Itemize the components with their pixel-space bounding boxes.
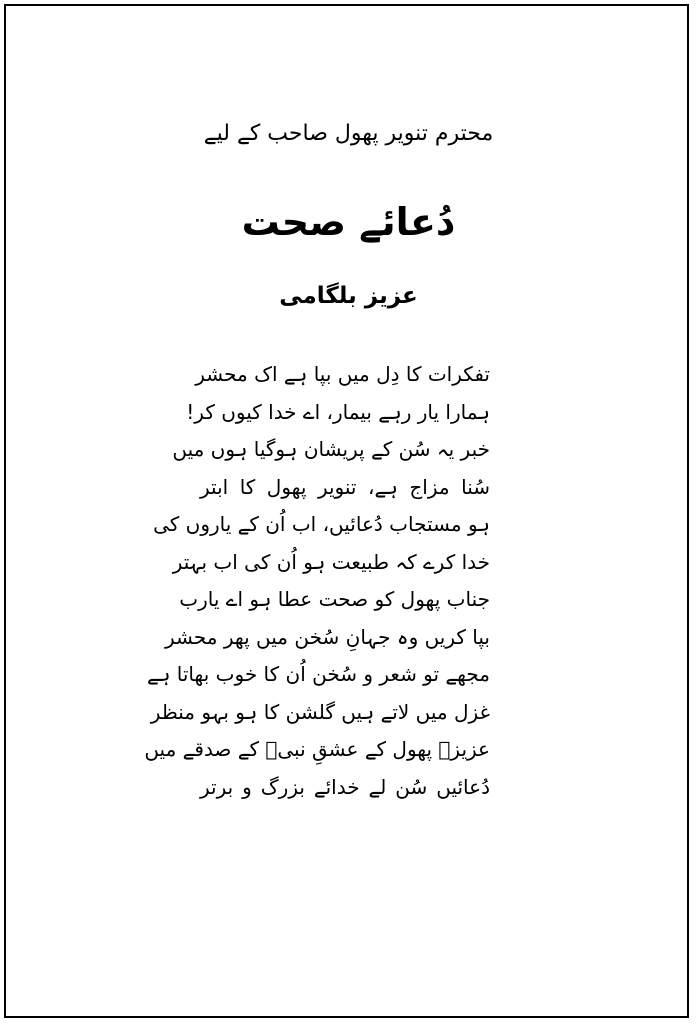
poem-line: بپا کریں وہ جہانِ سُخن میں پھر محشر <box>165 624 490 649</box>
poem-line: غزل میں لاتے ہیں گلشن کا ہو بہو منظر <box>150 699 490 724</box>
poem-line: تفکرات کا دِل میں بپا ہے اک محشر <box>195 362 490 386</box>
poem-line: دُعائیں سُن لے خدائے بزرگ و برتر <box>200 774 490 799</box>
poem-line: خدا کرے کہ طبیعت ہو اُن کی اب بہتر <box>172 549 490 574</box>
poem-line: جناب پھول کو صحت عطا ہو اے یارب <box>179 587 490 611</box>
poem-title: دُعائے صحت <box>241 200 456 244</box>
poem-line: ہو مستجاب دُعائیں، اب اُن کے یاروں کی <box>153 512 490 536</box>
dedication-line: محترم تنویر پھول صاحب کے لیے <box>203 121 494 146</box>
poem-line: عزیزؔ پھول کے عشقِ نبیؐ کے صدقے میں <box>144 737 490 761</box>
poem-line: سُنا مزاج ہے، تنویر پھول کا ابتر <box>200 474 490 499</box>
poem-line: مجھے تو شعر و سُخن اُن کا خوب بھاتا ہے <box>146 662 490 686</box>
poem-line: خبر یہ سُن کے پریشان ہوگیا ہوں میں <box>172 437 490 461</box>
author-name: عزیز بلگامی <box>279 283 418 309</box>
poem-body <box>144 356 490 806</box>
poem-line: ہمارا یار رہے بیمار، اے خدا کیوں کر! <box>186 399 490 424</box>
